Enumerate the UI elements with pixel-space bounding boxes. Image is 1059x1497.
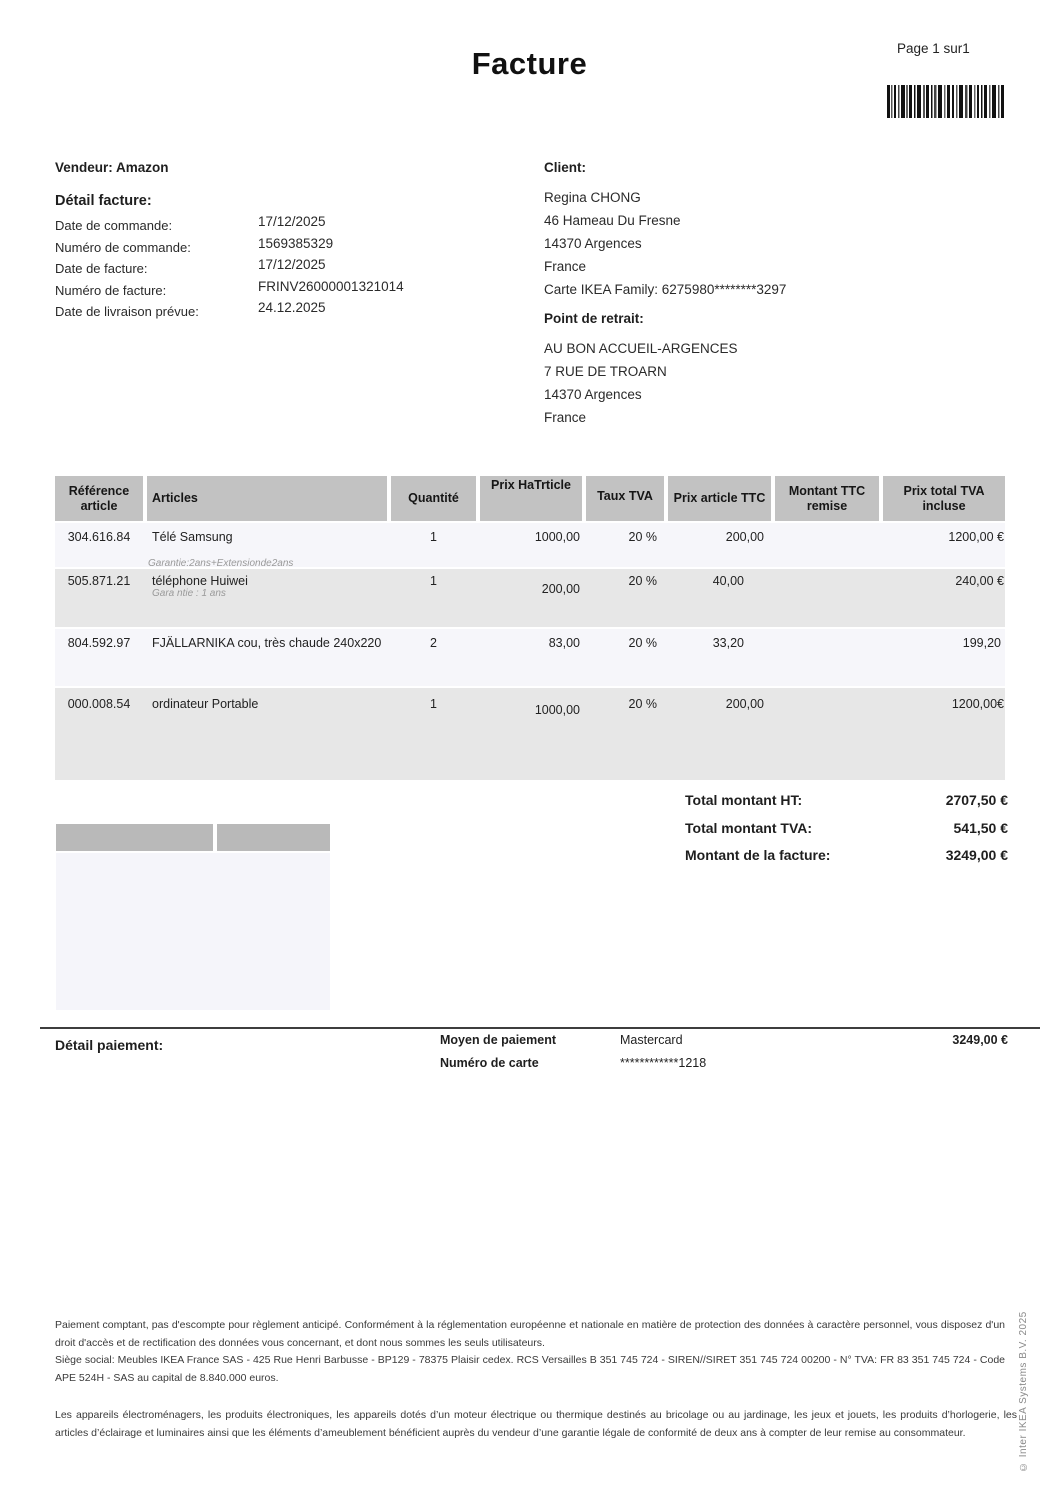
cell-reference: 000.008.54 [67,697,131,711]
client-name: Regina CHONG [544,190,641,205]
field-label: Numéro de commande: [55,239,191,255]
legal-text-1 [55,1317,1005,1387]
legal-text-2: Les appareils électroménagers, les produits électroniques, les appareils dotés d’un moteur électrique ou thermique destinés au bricolage ou au jardinage, les jeux et jouets, les produits d’horlogerie, les articles d’éclairage et luminaires ainsi que les éléments d’ameublement bénéficient auprès du vendeur d’une garantie légale de conformité de deux ans à compter de leur remise au consommateur. [55,1409,1017,1439]
cell-tax-rate: 20 % [628,697,657,711]
cell-price-ht: 1000,00 [534,703,580,717]
table-row [55,629,1005,686]
cell-price-ttc: 200,00 [725,530,764,544]
total-ht-row [685,792,1008,820]
totals-block [685,792,1008,875]
payment-method-value: Mastercard [620,1033,683,1047]
cell-total: 240,00 € [955,574,1004,588]
field-order-date [55,214,485,236]
field-label: Date de commande: [55,218,173,233]
cell-article: ordinateur Portable [152,697,259,711]
cell-reference: 304.616.84 [67,530,131,544]
cell-article: FJÄLLARNIKA cou, très chaude 240x220 [152,636,382,650]
summary-placeholder-body [56,853,330,1010]
cell-tax-rate: 20 % [628,574,657,588]
legal-text-1b: Siège social: Meubles IKEA France SAS - 425 Rue Henri Barbusse - BP129 - 78375 Plaisir cedex. RCS Versailles B 351 745 724 - SIREN//SIRET 351 745 724 00200 - N° TVA: FR 83 351 745 724 - Code APE 524H - SAS au capital de 8.840.000 euros. [55,1354,1005,1384]
copyright-vertical: © Inter IKEA Systems B.V. 2025 [1018,1311,1029,1472]
table-row [55,688,1005,780]
cell-price-ttc: 40,00 [712,574,744,588]
total-value: 2707,50 € [945,792,1008,808]
article-name: téléphone Huiwei [152,574,248,588]
pickup-city: 14370 Argences [544,387,642,402]
col-header-discount: Montant TTC remise [775,476,879,521]
field-label: Numéro de facture: [55,282,167,298]
table-row [55,569,1005,627]
cell-quantity: 1 [430,530,437,544]
col-header-price-ttc: Prix article TTC [668,476,771,521]
field-value: 1569385329 [258,235,334,251]
field-delivery-date [55,300,485,322]
invoice-detail-heading: Détail facture: [55,193,152,209]
pickup-country: France [544,410,587,425]
cell-price-ht: 1000,00 [534,530,580,544]
total-label: Montant de la facture: [685,847,831,863]
cell-discount [775,523,879,567]
col-header-price-ht: Prix HaTrticle [480,476,582,521]
total-value: 3249,00 € [945,847,1008,863]
payment-divider [40,1027,1040,1029]
cell-discount [775,629,879,686]
client-heading: Client: [544,160,586,175]
pickup-name: AU BON ACCUEIL-ARGENCES [544,341,738,356]
cell-tax-rate: 20 % [628,636,657,650]
client-address [544,186,786,301]
cell-quantity: 1 [430,697,437,711]
cell-total: 1200,00€ [951,697,1004,711]
col-header-total: Prix total TVA incluse [883,476,1005,521]
field-value: 24.12.2025 [258,300,326,315]
total-label: Total montant HT: [685,792,803,808]
client-loyalty-card: Carte IKEA Family: 6275980********3297 [544,282,787,297]
col-header-quantity: Quantité [391,476,476,521]
field-value: FRINV26000001321014 [258,278,404,294]
col-header-articles: Articles [147,476,387,521]
cell-total: 1200,00 € [948,530,1004,544]
total-label: Total montant TVA: [685,819,813,836]
table-row [55,523,1005,567]
pickup-street: 7 RUE DE TROARN [544,364,667,379]
field-value: 17/12/2025 [258,257,326,272]
payment-card-label: Numéro de carte [440,1056,539,1070]
pickup-heading: Point de retrait: [544,311,644,326]
summary-placeholder-header-right [217,824,330,851]
field-invoice-number [55,279,485,301]
pickup-address [544,337,738,429]
cell-article [147,569,387,627]
cell-price-ttc: 200,00 [725,697,764,711]
invoice-detail-fields [55,214,485,322]
cell-reference: 804.592.97 [67,636,131,650]
cell-price-ht: 200,00 [541,582,580,596]
cell-discount [775,569,879,627]
col-header-tax-rate: Taux TVA [586,476,664,521]
cell-article: Télé Samsung [152,530,233,544]
cell-reference: 505.871.21 [67,574,131,588]
page-title: Facture [471,46,588,81]
total-tva-row [685,820,1008,848]
col-header-reference: Référence article [55,476,143,521]
cell-quantity: 1 [430,574,437,588]
field-label: Date de livraison prévue: [55,304,199,319]
page-number: Page 1 sur1 [897,41,970,56]
cell-tax-rate: 20 % [628,530,657,544]
client-street: 46 Hameau Du Fresne [544,213,681,228]
cell-price-ttc: 33,20 [712,636,744,650]
cell-discount [775,688,879,780]
cell-article-warranty: Garantie:2ans+Extensionde2ans [148,558,294,569]
total-value: 541,50 € [953,819,1008,836]
cell-quantity: 2 [430,636,437,650]
client-country: France [544,259,587,274]
total-invoice-row [685,847,1008,875]
field-value: 17/12/2025 [258,214,326,229]
field-order-number [55,236,485,258]
payment-card-value: ************1218 [620,1056,707,1070]
barcode-icon [887,85,1005,123]
summary-placeholder-header-left [56,824,213,851]
payment-amount: 3249,00 € [952,1033,1008,1047]
items-table [55,476,1005,782]
field-label: Date de facture: [55,261,148,276]
payment-method-label: Moyen de paiement [440,1033,556,1047]
seller-name: Vendeur: Amazon [55,160,169,175]
items-table-header [55,476,1005,521]
cell-article-warranty: Gara ntie : 1 ans [152,588,226,599]
legal-text-1a: Paiement comptant, pas d'escompte pour règlement anticipé. Conformément à la réglementation européenne et nationale en matière de protection des données à caractère personnel, vous disposez d'un droit d'accès et de rectification des données vous concernant, et dont nous sommes les seuls utilisateurs. [55,1319,1005,1349]
cell-total: 199,20 [962,636,1001,650]
cell-price-ht: 83,00 [548,636,580,650]
field-invoice-date [55,257,485,279]
client-city: 14370 Argences [544,236,642,251]
payment-heading: Détail paiement: [55,1037,164,1053]
